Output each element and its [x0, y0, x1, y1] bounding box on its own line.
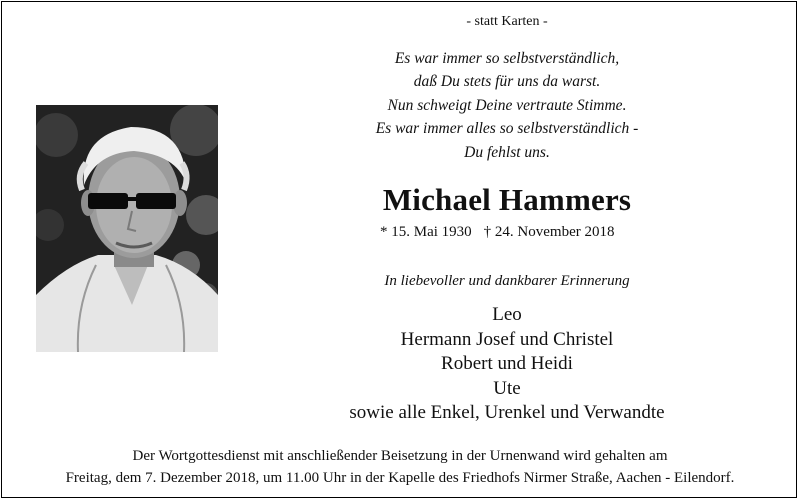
- poem-line: Nun schweigt Deine vertraute Stimme.: [387, 96, 627, 114]
- header-note: - statt Karten -: [466, 14, 548, 29]
- poem: [0, 47, 800, 164]
- mourner-entry: Hermann Josef und Christel: [400, 328, 614, 350]
- death-date: † 24. November 2018: [483, 224, 615, 240]
- poem-line: Du fehlst uns.: [464, 143, 550, 161]
- mourner-entry: Leo: [492, 304, 522, 325]
- memory-line: In liebevoller und dankbarer Erinnerung: [384, 273, 630, 289]
- poem-line: Es war immer so selbstverständlich,: [394, 50, 620, 67]
- mourner-entry: Robert und Heidi: [441, 353, 573, 374]
- service-info: [0, 445, 800, 489]
- service-line-2: Freitag, dem 7. Dezember 2018, um 11.00 Uhr in der Kapelle des Friedhofs Nirmer Straße, Aachen - Eilendorf.: [65, 470, 735, 486]
- deceased-name: Michael Hammers: [382, 182, 632, 217]
- poem-line: Es war immer alles so selbstverständlich -: [375, 120, 639, 138]
- poem-line: daß Du stets für uns da warst.: [413, 73, 601, 91]
- mourner-entry: Ute: [493, 377, 521, 399]
- life-dates: [380, 224, 614, 241]
- birth-date: * 15. Mai 1930: [380, 224, 472, 240]
- mourners-list: [0, 303, 800, 426]
- service-line-1: Der Wortgottesdienst mit anschließender Beisetzung in der Urnenwand wird gehalten am: [132, 448, 668, 464]
- mourner-entry: sowie alle Enkel, Urenkel und Verwandte: [349, 402, 665, 423]
